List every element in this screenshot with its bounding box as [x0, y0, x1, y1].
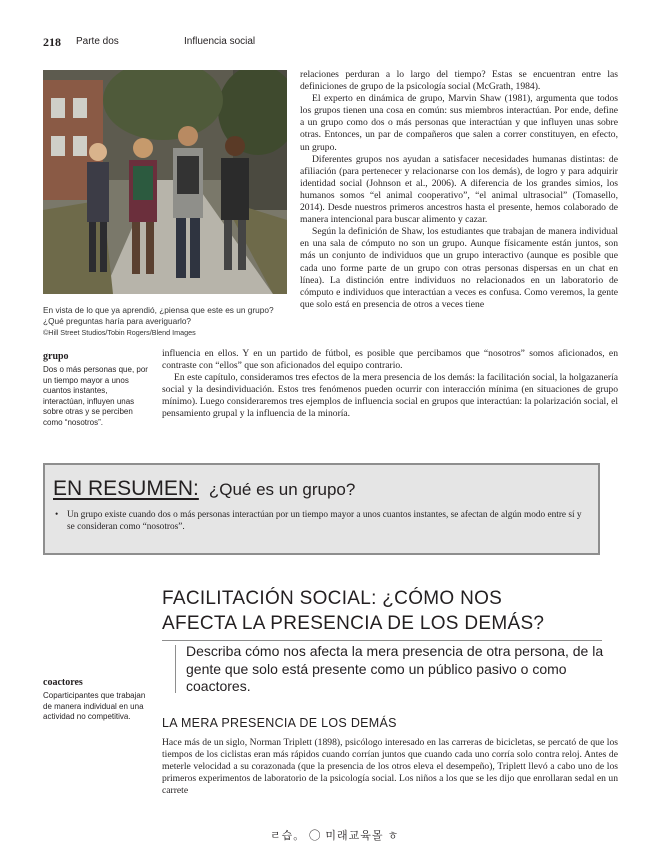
summary-question: ¿Qué es un grupo?	[208, 480, 356, 499]
bullet-icon: •	[55, 510, 59, 520]
glossary-term-coactores: coactores	[43, 677, 83, 688]
paragraph: influencia en ellos. Y en un partido de fútbol, es posible que percibamos que “nosotros” somos aficionados, en contraste con “ellos” que son aficionados del equipo contrario.	[162, 348, 618, 372]
running-head-chapter: Influencia social	[184, 36, 256, 47]
photo-caption-text: En vista de lo que ya aprendió, ¿piensa que este es un grupo? ¿Qué preguntas haría para averiguarlo?	[43, 305, 274, 326]
section-heading	[162, 586, 612, 636]
paragraph: El experto en dinámica de grupo, Marvin Shaw (1981), argumenta que todos los grupos tienen una cosa en común: sus miembros interactúan. Por ende, define a un grupo como dos o más personas que interactúan y que influyen unas sobre otras. Entonces, un par de compañeros que salen a correr constituyen, en efecto, un grupo.	[300, 93, 618, 153]
body-text-bottom	[162, 737, 618, 797]
group-photo	[43, 70, 287, 294]
objective-marker	[175, 645, 176, 693]
paragraph: Diferentes grupos nos ayudan a satisfacer necesidades humanas distintas: de afiliación (para pertenecer y relacionarse con los demás), de logro y para adquirir identidad social (Johnson et al., 2006). A diferencia de los grandes simios, los humanos somos “el animal cooperativo”, “el animal ultrasocial” (Tomasello, 2014). Desde nuestros primeros ancestros hasta el presente, hemos colaborado de manera intencional para buscar alimento y cazar.	[300, 153, 618, 226]
body-text-wide	[162, 348, 618, 421]
summary-title	[53, 477, 355, 501]
body-text-right-column	[300, 69, 618, 311]
photo-caption	[43, 305, 287, 338]
glossary-definition-coactores: Coparticipantes que trabajan de manera individual en una actividad no competitiva.	[43, 691, 146, 722]
page-number: 218	[43, 35, 61, 49]
summary-box	[43, 463, 600, 555]
footer-watermark: ㄹ습。 ◯ 미래교육몰 ㅎ	[270, 830, 400, 842]
summary-label: EN RESUMEN:	[53, 477, 199, 500]
students-walking-illustration	[43, 70, 287, 294]
paragraph: Hace más de un siglo, Norman Triplett (1898), psicólogo interesado en las carreras de bicicletas, se percató de que los tiempos de los ciclistas eran más rápidos cuando corrían juntos que cuando cada uno corría solo contra reloj. Antes de meterle velocidad a su corazonada (que la presencia de los otros eleva el desempeño), Triplett llevó a cabo uno de los primeros experimentos de laboratorio de la psicología social. Los niños a los que se les dijo que enrollaran sedal en un carrete	[162, 737, 618, 797]
glossary-term-grupo: grupo	[43, 351, 69, 362]
glossary-definition-grupo: Dos o más personas que, por un tiempo mayor a unos cuantos instantes, interactúan, influyen unas sobre otras y se perciben como “nosotros”.	[43, 365, 148, 427]
paragraph: En este capítulo, consideramos tres efectos de la mera presencia de los demás: la facilitación social, la holgazanería social y la desindividuación. Estos tres fenómenos pueden ocurrir con interacción mínima (en situaciones de grupo mínimo). Luego consideraremos tres ejemplos de influencia social en grupos que interactúan: la polarización social, el pensamiento grupal y la influencia de la minoría.	[162, 372, 618, 420]
running-head-part: Parte dos	[76, 36, 119, 47]
summary-bullet-text: Un grupo existe cuando dos o más personas interactúan por un tiempo mayor a unos cuantos instantes, se afectan de algún modo entre sí y se consideran como “nosotros”.	[67, 510, 582, 532]
summary-bullet	[55, 509, 587, 533]
section-heading-line: FACILITACIÓN SOCIAL: ¿CÓMO NOS	[162, 588, 503, 609]
section-divider	[162, 640, 602, 641]
learning-objective: Describa cómo nos afecta la mera presencia de otra persona, de la gente que solo está presente como un público pasivo o como coactores.	[186, 643, 604, 694]
section-heading-line: AFECTA LA PRESENCIA DE LOS DEMÁS?	[162, 613, 545, 634]
paragraph: Según la definición de Shaw, los estudiantes que trabajan de manera individual en una sala de cómputo no son un grupo. Aunque físicamente están juntos, son más un conjunto de individuos que un grupo interactivo (aunque es posible que cada uno forme parte de un grupo con otras personas dispersas en un chat en línea). La distinción entre individuos no relacionados en un laboratorio de cómputo e individuos que interactúan a veces es confusa. Como veremos, la gente que solo está en presencia de otros a veces tiene	[300, 226, 618, 310]
subsection-heading: LA MERA PRESENCIA DE LOS DEMÁS	[162, 716, 397, 730]
photo-credit: ©Hill Street Studios/Tobin Rogers/Blend Images	[43, 328, 196, 337]
paragraph: relaciones perduran a lo largo del tiempo? Estas se encuentran entre las definiciones de grupo de la psicología social (McGrath, 1984).	[300, 69, 618, 93]
